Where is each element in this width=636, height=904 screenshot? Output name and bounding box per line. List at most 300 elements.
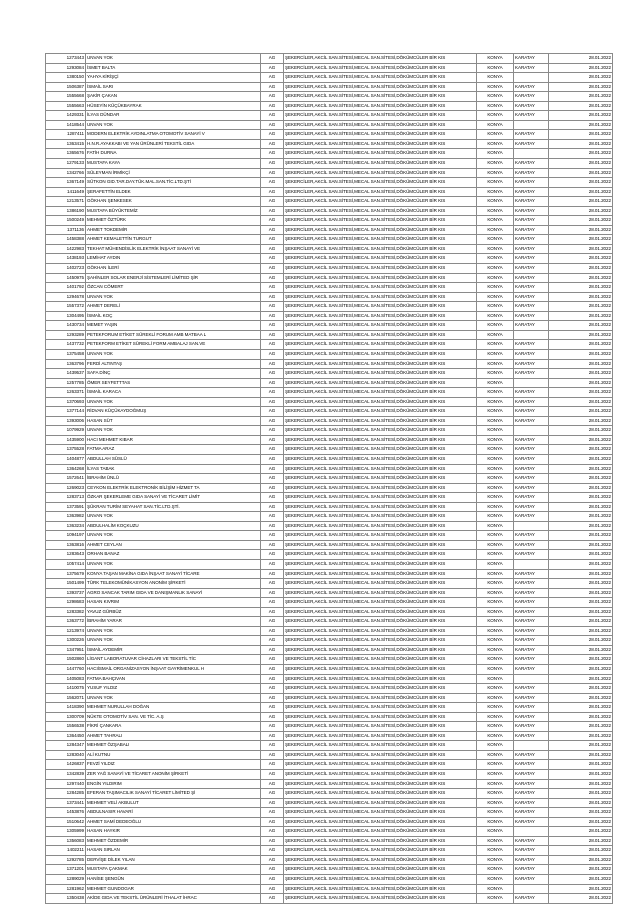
- table-row[interactable]: [46, 865, 613, 875]
- cell-subscriber-name: AHMET CEYLAN: [86, 540, 261, 550]
- cell-city: KONYA: [477, 760, 514, 770]
- cell-voltage-level: AG: [261, 330, 284, 340]
- cell-voltage-level: AG: [261, 321, 284, 331]
- cell-date: 28.01.2022: [549, 827, 613, 837]
- cell-subscriber-id: 1410075: [46, 684, 86, 694]
- cell-district: KARATAY: [514, 321, 549, 331]
- table-row[interactable]: [46, 703, 613, 713]
- cell-affected-areas: ŞEKERCİLER,AKCİL SAN.SİTESİ,MECAL SAN.SİTESİ,DÖKÜMCÜLER BİR KIS: [284, 521, 477, 531]
- table-row[interactable]: [46, 521, 613, 531]
- cell-city: KONYA: [477, 731, 514, 741]
- cell-subscriber-id: 1284347: [46, 741, 86, 751]
- table-row[interactable]: [46, 665, 613, 675]
- table-row[interactable]: [46, 130, 613, 140]
- cell-voltage-level: AG: [261, 789, 284, 799]
- table-row[interactable]: [46, 244, 613, 254]
- cell-affected-areas: ŞEKERCİLER,AKCİL SAN.SİTESİ,MECAL SAN.SİTESİ,DÖKÜMCÜLER BİR KIS: [284, 846, 477, 856]
- table-row[interactable]: [46, 645, 613, 655]
- cell-district: KARATAY: [514, 655, 549, 665]
- cell-subscriber-id: 1393737: [46, 588, 86, 598]
- cell-district: KARATAY: [514, 254, 549, 264]
- cell-city: KONYA: [477, 502, 514, 512]
- cell-affected-areas: ŞEKERCİLER,AKCİL SAN.SİTESİ,MECAL SAN.SİTESİ,DÖKÜMCÜLER BİR KIS: [284, 808, 477, 818]
- cell-subscriber-name: ABDULHALİM KOÇKUZU: [86, 521, 261, 531]
- cell-date: 28.01.2022: [549, 330, 613, 340]
- cell-subscriber-name: PETEKFORM ETİKET SÜREKLİ FORM AMBALAJ SAN.VE: [86, 340, 261, 350]
- cell-date: 28.01.2022: [549, 569, 613, 579]
- table-row[interactable]: [46, 607, 613, 617]
- table-row[interactable]: [46, 283, 613, 293]
- table-row[interactable]: [46, 168, 613, 178]
- table-row[interactable]: [46, 416, 613, 426]
- table-row[interactable]: [46, 302, 613, 312]
- table-row[interactable]: [46, 426, 613, 436]
- cell-voltage-level: AG: [261, 741, 284, 751]
- table-row[interactable]: [46, 894, 613, 904]
- table-row[interactable]: [46, 512, 613, 522]
- cell-subscriber-name: İSMAİL SARI: [86, 82, 261, 92]
- table-row[interactable]: [46, 693, 613, 703]
- cell-voltage-level: AG: [261, 636, 284, 646]
- cell-subscriber-name: İBRAHİM ÜNLÜ: [86, 474, 261, 484]
- cell-voltage-level: AG: [261, 865, 284, 875]
- cell-date: 28.01.2022: [549, 321, 613, 331]
- cell-subscriber-name: YAHYA KİRİŞÇİ: [86, 73, 261, 83]
- cell-voltage-level: AG: [261, 665, 284, 675]
- cell-date: 28.01.2022: [549, 359, 613, 369]
- cell-subscriber-id: 1287411: [46, 130, 86, 140]
- cell-district: KARATAY: [514, 750, 549, 760]
- cell-date: 28.01.2022: [549, 817, 613, 827]
- cell-date: 28.01.2022: [549, 340, 613, 350]
- cell-voltage-level: AG: [261, 464, 284, 474]
- cell-subscriber-name: AHMET KEMALETTİN TURGUT: [86, 235, 261, 245]
- cell-voltage-level: AG: [261, 808, 284, 818]
- cell-subscriber-id: 1342839: [46, 770, 86, 780]
- table-row[interactable]: [46, 817, 613, 827]
- cell-district: KARATAY: [514, 416, 549, 426]
- cell-city: KONYA: [477, 665, 514, 675]
- table-row[interactable]: [46, 674, 613, 684]
- cell-district: KARATAY: [514, 770, 549, 780]
- table-row[interactable]: [46, 798, 613, 808]
- cell-date: 28.01.2022: [549, 149, 613, 159]
- table-row[interactable]: [46, 655, 613, 665]
- table-row[interactable]: [46, 388, 613, 398]
- table-row[interactable]: [46, 636, 613, 646]
- table-row[interactable]: [46, 454, 613, 464]
- table-row[interactable]: [46, 626, 613, 636]
- cell-voltage-level: AG: [261, 875, 284, 885]
- cell-voltage-level: AG: [261, 770, 284, 780]
- cell-affected-areas: ŞEKERCİLER,AKCİL SAN.SİTESİ,MECAL SAN.SİTESİ,DÖKÜMCÜLER BİR KIS: [284, 101, 477, 111]
- cell-city: KONYA: [477, 159, 514, 169]
- table-row[interactable]: [46, 741, 613, 751]
- table-row[interactable]: [46, 722, 613, 732]
- cell-subscriber-name: İSMET BALTA: [86, 63, 261, 73]
- table-row[interactable]: [46, 378, 613, 388]
- cell-subscriber-name: FATMA ARAZ: [86, 445, 261, 455]
- table-row[interactable]: [46, 502, 613, 512]
- cell-city: KONYA: [477, 770, 514, 780]
- cell-district: [514, 149, 549, 159]
- cell-voltage-level: AG: [261, 416, 284, 426]
- cell-district: KARATAY: [514, 292, 549, 302]
- cell-date: 28.01.2022: [549, 464, 613, 474]
- table-row[interactable]: [46, 292, 613, 302]
- cell-subscriber-name: İSMAİL AYDEMİR: [86, 645, 261, 655]
- cell-voltage-level: AG: [261, 569, 284, 579]
- cell-affected-areas: ŞEKERCİLER,AKCİL SAN.SİTESİ,MECAL SAN.SİTESİ,DÖKÜMCÜLER BİR KIS: [284, 474, 477, 484]
- cell-subscriber-name: UNVAN YOK: [86, 54, 261, 64]
- table-row[interactable]: [46, 579, 613, 589]
- cell-subscriber-id: 1300226: [46, 636, 86, 646]
- cell-voltage-level: AG: [261, 206, 284, 216]
- cell-affected-areas: ŞEKERCİLER,AKCİL SAN.SİTESİ,MECAL SAN.SİTESİ,DÖKÜMCÜLER BİR KIS: [284, 579, 477, 589]
- cell-subscriber-id: 1401792: [46, 283, 86, 293]
- cell-affected-areas: ŞEKERCİLER,AKCİL SAN.SİTESİ,MECAL SAN.SİTESİ,DÖKÜMCÜLER BİR KIS: [284, 111, 477, 121]
- table-row[interactable]: [46, 82, 613, 92]
- cell-district: KARATAY: [514, 512, 549, 522]
- cell-subscriber-id: 1393006: [46, 416, 86, 426]
- cell-subscriber-id: 1263371: [46, 388, 86, 398]
- cell-district: [514, 884, 549, 894]
- cell-date: 28.01.2022: [549, 875, 613, 885]
- cell-city: KONYA: [477, 607, 514, 617]
- cell-subscriber-name: UNVAN YOK: [86, 636, 261, 646]
- cell-city: KONYA: [477, 244, 514, 254]
- cell-city: KONYA: [477, 254, 514, 264]
- table-row[interactable]: [46, 493, 613, 503]
- cell-affected-areas: ŞEKERCİLER,AKCİL SAN.SİTESİ,MECAL SAN.SİTESİ,DÖKÜMCÜLER BİR KIS: [284, 607, 477, 617]
- table-row[interactable]: [46, 483, 613, 493]
- cell-district: KARATAY: [514, 779, 549, 789]
- cell-subscriber-name: CEYKON ELEKTRİK ELEKTRONİK BİLİŞİM HİZMET TA: [86, 483, 261, 493]
- cell-subscriber-name: RİDVAN KÜÇÜKAYDOĞMUŞ: [86, 407, 261, 417]
- cell-date: 28.01.2022: [549, 665, 613, 675]
- cell-subscriber-id: 1375528: [46, 445, 86, 455]
- table-row[interactable]: [46, 617, 613, 627]
- cell-voltage-level: AG: [261, 283, 284, 293]
- cell-city: KONYA: [477, 884, 514, 894]
- cell-affected-areas: ŞEKERCİLER,AKCİL SAN.SİTESİ,MECAL SAN.SİTESİ,DÖKÜMCÜLER BİR KIS: [284, 311, 477, 321]
- cell-affected-areas: ŞEKERCİLER,AKCİL SAN.SİTESİ,MECAL SAN.SİTESİ,DÖKÜMCÜLER BİR KIS: [284, 598, 477, 608]
- cell-district: KARATAY: [514, 645, 549, 655]
- cell-affected-areas: ŞEKERCİLER,AKCİL SAN.SİTESİ,MECAL SAN.SİTESİ,DÖKÜMCÜLER BİR KIS: [284, 54, 477, 64]
- table-row[interactable]: [46, 445, 613, 455]
- cell-affected-areas: ŞEKERCİLER,AKCİL SAN.SİTESİ,MECAL SAN.SİTESİ,DÖKÜMCÜLER BİR KIS: [284, 665, 477, 675]
- cell-voltage-level: AG: [261, 426, 284, 436]
- cell-affected-areas: ŞEKERCİLER,AKCİL SAN.SİTESİ,MECAL SAN.SİTESİ,DÖKÜMCÜLER BİR KIS: [284, 445, 477, 455]
- cell-voltage-level: AG: [261, 168, 284, 178]
- cell-subscriber-name: UNVAN YOK: [86, 426, 261, 436]
- cell-voltage-level: AG: [261, 178, 284, 188]
- cell-subscriber-id: 1418544: [46, 120, 86, 130]
- cell-affected-areas: ŞEKERCİLER,AKCİL SAN.SİTESİ,MECAL SAN.SİTESİ,DÖKÜMCÜLER BİR KIS: [284, 292, 477, 302]
- cell-subscriber-name: ENGİN YILDIRIM: [86, 779, 261, 789]
- cell-subscriber-id: 1356083: [46, 836, 86, 846]
- table-row[interactable]: [46, 139, 613, 149]
- table-row[interactable]: [46, 369, 613, 379]
- cell-affected-areas: ŞEKERCİLER,AKCİL SAN.SİTESİ,MECAL SAN.SİTESİ,DÖKÜMCÜLER BİR KIS: [284, 216, 477, 226]
- table-row[interactable]: [46, 149, 613, 159]
- table-row[interactable]: [46, 264, 613, 274]
- cell-subscriber-name: UNVAN YOK: [86, 626, 261, 636]
- cell-district: KARATAY: [514, 493, 549, 503]
- cell-district: KARATAY: [514, 435, 549, 445]
- cell-district: KARATAY: [514, 502, 549, 512]
- cell-date: 28.01.2022: [549, 264, 613, 274]
- cell-voltage-level: AG: [261, 617, 284, 627]
- table-row[interactable]: [46, 187, 613, 197]
- cell-city: KONYA: [477, 655, 514, 665]
- table-row[interactable]: [46, 846, 613, 856]
- cell-voltage-level: AG: [261, 349, 284, 359]
- table-body: [46, 54, 613, 904]
- cell-affected-areas: ŞEKERCİLER,AKCİL SAN.SİTESİ,MECAL SAN.SİTESİ,DÖKÜMCÜLER BİR KIS: [284, 149, 477, 159]
- cell-date: 28.01.2022: [549, 235, 613, 245]
- table-row[interactable]: [46, 884, 613, 894]
- cell-affected-areas: ŞEKERCİLER,AKCİL SAN.SİTESİ,MECAL SAN.SİTESİ,DÖKÜMCÜLER BİR KIS: [284, 884, 477, 894]
- cell-affected-areas: ŞEKERCİLER,AKCİL SAN.SİTESİ,MECAL SAN.SİTESİ,DÖKÜMCÜLER BİR KIS: [284, 493, 477, 503]
- cell-voltage-level: AG: [261, 378, 284, 388]
- cell-city: KONYA: [477, 645, 514, 655]
- table-row[interactable]: [46, 206, 613, 216]
- cell-affected-areas: ŞEKERCİLER,AKCİL SAN.SİTESİ,MECAL SAN.SİTESİ,DÖKÜMCÜLER BİR KIS: [284, 139, 477, 149]
- cell-subscriber-id: 1370693: [46, 397, 86, 407]
- table-row[interactable]: [46, 598, 613, 608]
- cell-affected-areas: ŞEKERCİLER,AKCİL SAN.SİTESİ,MECAL SAN.SİTESİ,DÖKÜMCÜLER BİR KIS: [284, 703, 477, 713]
- cell-affected-areas: ŞEKERCİLER,AKCİL SAN.SİTESİ,MECAL SAN.SİTESİ,DÖKÜMCÜLER BİR KIS: [284, 235, 477, 245]
- cell-district: KARATAY: [514, 225, 549, 235]
- cell-district: KARATAY: [514, 846, 549, 856]
- cell-subscriber-id: 1365676: [46, 149, 86, 159]
- cell-date: 28.01.2022: [549, 130, 613, 140]
- cell-voltage-level: AG: [261, 397, 284, 407]
- cell-affected-areas: ŞEKERCİLER,AKCİL SAN.SİTESİ,MECAL SAN.SİTESİ,DÖKÜMCÜLER BİR KIS: [284, 264, 477, 274]
- cell-district: KARATAY: [514, 540, 549, 550]
- table-row[interactable]: [46, 54, 613, 64]
- table-row[interactable]: [46, 349, 613, 359]
- table-row[interactable]: [46, 330, 613, 340]
- table-row[interactable]: [46, 225, 613, 235]
- cell-date: 28.01.2022: [549, 407, 613, 417]
- cell-city: KONYA: [477, 349, 514, 359]
- cell-subscriber-name: ÖZKAR ŞEKERLEME GIDA SANAYİ VE TİCARET LİMİT: [86, 493, 261, 503]
- cell-city: KONYA: [477, 187, 514, 197]
- cell-affected-areas: ŞEKERCİLER,AKCİL SAN.SİTESİ,MECAL SAN.SİTESİ,DÖKÜMCÜLER BİR KIS: [284, 349, 477, 359]
- cell-date: 28.01.2022: [549, 349, 613, 359]
- cell-affected-areas: ŞEKERCİLER,AKCİL SAN.SİTESİ,MECAL SAN.SİTESİ,DÖKÜMCÜLER BİR KIS: [284, 645, 477, 655]
- table-row[interactable]: [46, 159, 613, 169]
- table-row[interactable]: [46, 311, 613, 321]
- cell-voltage-level: AG: [261, 292, 284, 302]
- cell-voltage-level: AG: [261, 340, 284, 350]
- cell-subscriber-id: 1430734: [46, 321, 86, 331]
- table-row[interactable]: [46, 273, 613, 283]
- table-row[interactable]: [46, 731, 613, 741]
- cell-subscriber-id: 1373591: [46, 502, 86, 512]
- table-row[interactable]: [46, 789, 613, 799]
- cell-affected-areas: ŞEKERCİLER,AKCİL SAN.SİTESİ,MECAL SAN.SİTESİ,DÖKÜMCÜLER BİR KIS: [284, 817, 477, 827]
- table-row[interactable]: [46, 120, 613, 130]
- cell-district: [514, 559, 549, 569]
- table-row[interactable]: [46, 464, 613, 474]
- cell-city: KONYA: [477, 741, 514, 751]
- cell-city: KONYA: [477, 216, 514, 226]
- cell-city: KONYA: [477, 703, 514, 713]
- cell-subscriber-name: SÜLEYMAN İRMİKÇİ: [86, 168, 261, 178]
- cell-district: KARATAY: [514, 397, 549, 407]
- cell-date: 28.01.2022: [549, 550, 613, 560]
- cell-district: KARATAY: [514, 206, 549, 216]
- table-row[interactable]: [46, 63, 613, 73]
- cell-city: KONYA: [477, 798, 514, 808]
- table-row[interactable]: [46, 779, 613, 789]
- table-row[interactable]: [46, 808, 613, 818]
- cell-affected-areas: ŞEKERCİLER,AKCİL SAN.SİTESİ,MECAL SAN.SİTESİ,DÖKÜMCÜLER BİR KIS: [284, 159, 477, 169]
- cell-subscriber-id: 1450975: [46, 273, 86, 283]
- outage-subscriber-table: [45, 53, 613, 904]
- table-row[interactable]: [46, 92, 613, 102]
- table-row[interactable]: [46, 178, 613, 188]
- table-row[interactable]: [46, 760, 613, 770]
- cell-subscriber-id: 1293084: [46, 63, 86, 73]
- cell-date: 28.01.2022: [549, 73, 613, 83]
- table-row[interactable]: [46, 684, 613, 694]
- cell-city: KONYA: [477, 693, 514, 703]
- cell-city: KONYA: [477, 454, 514, 464]
- cell-subscriber-name: GÖKHAN ŞENKESEK: [86, 197, 261, 207]
- table-row[interactable]: [46, 216, 613, 226]
- table-row[interactable]: [46, 712, 613, 722]
- table-row[interactable]: [46, 397, 613, 407]
- cell-subscriber-id: 1375679: [46, 569, 86, 579]
- cell-subscriber-id: 1447760: [46, 665, 86, 675]
- table-row[interactable]: [46, 836, 613, 846]
- table-row[interactable]: [46, 827, 613, 837]
- cell-subscriber-id: 1284285: [46, 789, 86, 799]
- table-row[interactable]: [46, 855, 613, 865]
- table-row[interactable]: [46, 101, 613, 111]
- cell-district: KARATAY: [514, 531, 549, 541]
- cell-voltage-level: AG: [261, 454, 284, 464]
- cell-subscriber-name: ABDULNASIR HAVARİ: [86, 808, 261, 818]
- cell-city: KONYA: [477, 264, 514, 274]
- cell-district: KARATAY: [514, 92, 549, 102]
- cell-city: KONYA: [477, 197, 514, 207]
- cell-city: KONYA: [477, 855, 514, 865]
- cell-city: KONYA: [477, 712, 514, 722]
- table-row[interactable]: [46, 359, 613, 369]
- cell-affected-areas: ŞEKERCİLER,AKCİL SAN.SİTESİ,MECAL SAN.SİTESİ,DÖKÜMCÜLER BİR KIS: [284, 531, 477, 541]
- cell-date: 28.01.2022: [549, 684, 613, 694]
- cell-date: 28.01.2022: [549, 311, 613, 321]
- cell-affected-areas: ŞEKERCİLER,AKCİL SAN.SİTESİ,MECAL SAN.SİTESİ,DÖKÜMCÜLER BİR KIS: [284, 416, 477, 426]
- cell-affected-areas: ŞEKERCİLER,AKCİL SAN.SİTESİ,MECAL SAN.SİTESİ,DÖKÜMCÜLER BİR KIS: [284, 330, 477, 340]
- cell-district: KARATAY: [514, 388, 549, 398]
- table-row[interactable]: [46, 531, 613, 541]
- table-row[interactable]: [46, 750, 613, 760]
- cell-voltage-level: AG: [261, 264, 284, 274]
- cell-subscriber-id: 1304495: [46, 311, 86, 321]
- table-row[interactable]: [46, 569, 613, 579]
- cell-affected-areas: ŞEKERCİLER,AKCİL SAN.SİTESİ,MECAL SAN.SİTESİ,DÖKÜMCÜLER BİR KIS: [284, 741, 477, 751]
- cell-subscriber-name: FATİH DURNA: [86, 149, 261, 159]
- cell-voltage-level: AG: [261, 302, 284, 312]
- cell-city: KONYA: [477, 569, 514, 579]
- cell-subscriber-name: ŞAHİNLER SOLAR ENERJİ SİSTEMLERİ LİMİTED ŞİR: [86, 273, 261, 283]
- cell-subscriber-id: 1057414: [46, 559, 86, 569]
- cell-voltage-level: AG: [261, 149, 284, 159]
- cell-city: KONYA: [477, 750, 514, 760]
- table-row[interactable]: [46, 254, 613, 264]
- table-row[interactable]: [46, 875, 613, 885]
- cell-city: KONYA: [477, 407, 514, 417]
- cell-affected-areas: ŞEKERCİLER,AKCİL SAN.SİTESİ,MECAL SAN.SİTESİ,DÖKÜMCÜLER BİR KIS: [284, 550, 477, 560]
- cell-subscriber-id: 1283643: [46, 550, 86, 560]
- cell-date: 28.01.2022: [549, 292, 613, 302]
- cell-subscriber-id: 1273443: [46, 54, 86, 64]
- cell-affected-areas: ŞEKERCİLER,AKCİL SAN.SİTESİ,MECAL SAN.SİTESİ,DÖKÜMCÜLER BİR KIS: [284, 569, 477, 579]
- cell-voltage-level: AG: [261, 540, 284, 550]
- table-row[interactable]: [46, 540, 613, 550]
- cell-subscriber-name: MEHMET VELİ AKBULUT: [86, 798, 261, 808]
- cell-affected-areas: ŞEKERCİLER,AKCİL SAN.SİTESİ,MECAL SAN.SİTESİ,DÖKÜMCÜLER BİR KIS: [284, 407, 477, 417]
- cell-city: KONYA: [477, 378, 514, 388]
- table-row[interactable]: [46, 474, 613, 484]
- table-row[interactable]: [46, 435, 613, 445]
- table-row[interactable]: [46, 235, 613, 245]
- cell-subscriber-name: MEHMET ÖZDEMİR: [86, 836, 261, 846]
- table-row[interactable]: [46, 550, 613, 560]
- cell-voltage-level: AG: [261, 359, 284, 369]
- table-row[interactable]: [46, 340, 613, 350]
- table-row[interactable]: [46, 197, 613, 207]
- cell-affected-areas: ŞEKERCİLER,AKCİL SAN.SİTESİ,MECAL SAN.SİTESİ,DÖKÜMCÜLER BİR KIS: [284, 130, 477, 140]
- cell-subscriber-name: UNVAN YOK: [86, 397, 261, 407]
- cell-date: 28.01.2022: [549, 101, 613, 111]
- table-row[interactable]: [46, 588, 613, 598]
- table-row[interactable]: [46, 321, 613, 331]
- cell-city: KONYA: [477, 817, 514, 827]
- table-row[interactable]: [46, 73, 613, 83]
- cell-affected-areas: ŞEKERCİLER,AKCİL SAN.SİTESİ,MECAL SAN.SİTESİ,DÖKÜMCÜLER BİR KIS: [284, 464, 477, 474]
- cell-subscriber-name: AHMET TOKDEMİR: [86, 225, 261, 235]
- table-row[interactable]: [46, 559, 613, 569]
- cell-affected-areas: ŞEKERCİLER,AKCİL SAN.SİTESİ,MECAL SAN.SİTESİ,DÖKÜMCÜLER BİR KIS: [284, 559, 477, 569]
- cell-subscriber-name: ABDULLAH SÜSLÜ: [86, 454, 261, 464]
- table-row[interactable]: [46, 111, 613, 121]
- cell-district: [514, 741, 549, 751]
- cell-voltage-level: AG: [261, 779, 284, 789]
- cell-city: KONYA: [477, 101, 514, 111]
- cell-district: KARATAY: [514, 789, 549, 799]
- cell-affected-areas: ŞEKERCİLER,AKCİL SAN.SİTESİ,MECAL SAN.SİTESİ,DÖKÜMCÜLER BİR KIS: [284, 760, 477, 770]
- cell-voltage-level: AG: [261, 130, 284, 140]
- cell-city: KONYA: [477, 111, 514, 121]
- cell-date: 28.01.2022: [549, 435, 613, 445]
- cell-date: 28.01.2022: [549, 273, 613, 283]
- cell-subscriber-id: 1094197: [46, 531, 86, 541]
- cell-date: 28.01.2022: [549, 416, 613, 426]
- cell-voltage-level: AG: [261, 311, 284, 321]
- cell-subscriber-id: 1364450: [46, 731, 86, 741]
- cell-city: KONYA: [477, 684, 514, 694]
- table-row[interactable]: [46, 407, 613, 417]
- cell-voltage-level: AG: [261, 798, 284, 808]
- table-row[interactable]: [46, 770, 613, 780]
